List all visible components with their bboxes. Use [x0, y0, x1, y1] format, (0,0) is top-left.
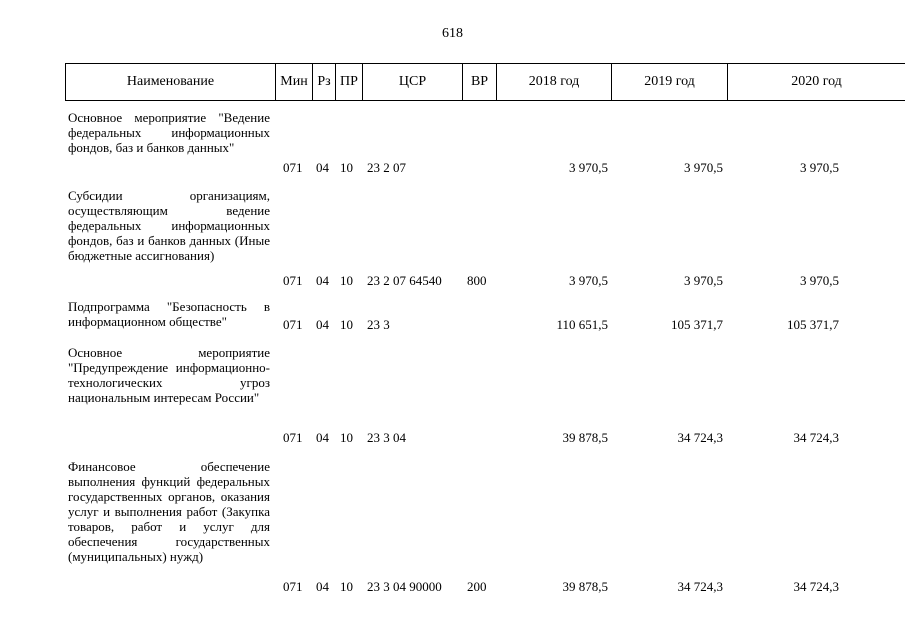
header-min: Мин	[276, 64, 313, 100]
row-2018: 3 970,5	[569, 160, 608, 175]
row-pr: 10	[340, 160, 353, 175]
row-2019: 34 724,3	[677, 579, 723, 594]
row-2019: 3 970,5	[684, 160, 723, 175]
row-name: Финансовое обеспечение выполнения функций федеральных государственных органов, оказания услуг и выполнения работ (Закупка товаров, работ и услуг для обеспечения государственных (муниципальных) нужд)	[68, 459, 270, 564]
row-2018: 39 878,5	[562, 579, 608, 594]
row-2020: 34 724,3	[793, 579, 839, 594]
row-csr: 23 2 07 64540	[367, 273, 442, 288]
row-2020: 3 970,5	[800, 160, 839, 175]
header-2020: 2020 год	[791, 74, 842, 89]
row-pr: 10	[340, 317, 353, 332]
table-row	[0, 345, 905, 445]
row-2018: 39 878,5	[562, 430, 608, 445]
row-2020: 34 724,3	[793, 430, 839, 445]
header-rz: Рз	[313, 64, 336, 100]
row-name: Основное мероприятие "Предупреждение информационно-технологических угроз национальным интересам России"	[68, 345, 270, 405]
page-number: 618	[442, 26, 463, 41]
row-min: 071	[283, 160, 303, 175]
header-2019: 2019 год	[612, 64, 728, 100]
row-rz: 04	[316, 273, 329, 288]
row-min: 071	[283, 430, 303, 445]
table-row	[0, 459, 905, 594]
header-csr: ЦСР	[363, 64, 463, 100]
header-name: Наименование	[66, 64, 276, 100]
row-name: Субсидии организациям, осуществляющим ведение федеральных информационных фондов, баз и банков данных (Иные бюджетные ассигнования)	[68, 188, 270, 263]
row-2018: 3 970,5	[569, 273, 608, 288]
row-min: 071	[283, 317, 303, 332]
row-rz: 04	[316, 579, 329, 594]
row-csr: 23 3 04 90000	[367, 579, 442, 594]
row-name: Основное мероприятие "Ведение федеральных информационных фондов, баз и банков данных"	[68, 110, 270, 155]
row-2019: 34 724,3	[677, 430, 723, 445]
row-pr: 10	[340, 273, 353, 288]
header-2018: 2018 год	[497, 64, 612, 100]
row-csr: 23 2 07	[367, 160, 406, 175]
row-csr: 23 3 04	[367, 430, 406, 445]
row-rz: 04	[316, 160, 329, 175]
header-vr: ВР	[463, 64, 497, 100]
row-min: 071	[283, 273, 303, 288]
row-pr: 10	[340, 430, 353, 445]
row-2019: 3 970,5	[684, 273, 723, 288]
row-vr: 800	[467, 273, 487, 288]
row-pr: 10	[340, 579, 353, 594]
row-2020: 3 970,5	[800, 273, 839, 288]
row-vr: 200	[467, 579, 487, 594]
row-min: 071	[283, 579, 303, 594]
row-rz: 04	[316, 430, 329, 445]
row-2019: 105 371,7	[671, 317, 723, 332]
table-row	[0, 299, 905, 332]
row-name: Подпрограмма "Безопасность в информационном обществе"	[68, 299, 270, 329]
table-row	[0, 188, 905, 288]
row-rz: 04	[316, 317, 329, 332]
row-2018: 110 651,5	[556, 317, 608, 332]
row-csr: 23 3	[367, 317, 390, 332]
table-row	[0, 110, 905, 175]
row-2020: 105 371,7	[787, 317, 839, 332]
table-header	[65, 63, 905, 101]
header-pr: ПР	[336, 64, 363, 100]
